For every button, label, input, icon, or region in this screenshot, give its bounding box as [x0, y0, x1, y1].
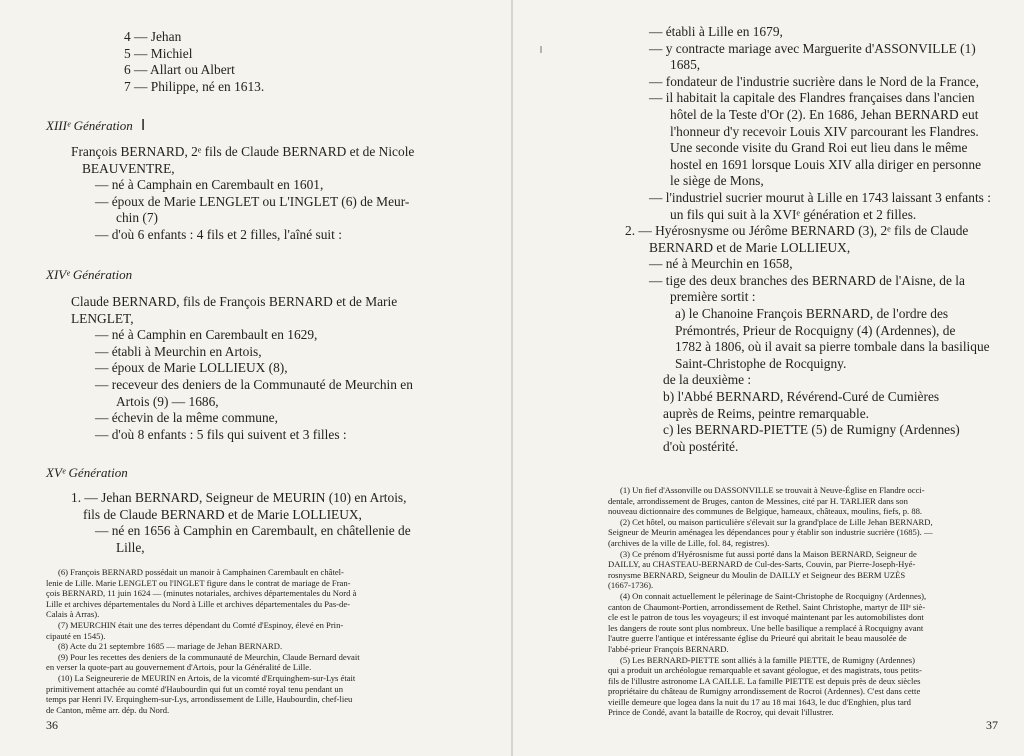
- entry-line: — receveur des deniers de la Communauté de Meurchin en: [95, 376, 413, 392]
- footnote-line: vieille demeure que logea dans la nuit du 17 au 18 mai 1643, le duc d'Enghien, plus tard: [608, 696, 911, 707]
- children-list: [124, 29, 264, 95]
- list-item: 5 — Michiel: [124, 45, 193, 61]
- page-number: 36: [46, 718, 58, 732]
- print-fleck: [540, 46, 542, 53]
- footnote-line: (3) Ce prénom d'Hyérosnisme fut aussi porté dans la Maison BERNARD, Seigneur de: [620, 548, 917, 559]
- entry-line: — établi à Lille en 1679,: [649, 24, 783, 39]
- footnote-line: temps par Henri IV. Erquinghem-sur-Lys, arrondissement de Lille, Haubourdin, chef-lieu: [46, 694, 353, 705]
- generation-heading-15: [46, 465, 128, 482]
- list-item: 7 — Philippe, né en 1613.: [124, 78, 265, 94]
- footnote-line: (10) La Seigneurerie de MEURIN en Artois, de la vicomté d'Erquinghem-sur-Lys était: [58, 672, 356, 683]
- list-item: 6 — Allart ou Albert: [124, 62, 235, 78]
- footnote-line: Lille et archives départementales du Nord à Lille et archives départementales du Pas-de-: [46, 598, 350, 609]
- entry-line: le siège de Mons,: [670, 173, 764, 189]
- footnote-line: (8) Acte du 21 septembre 1685 — mariage de Jehan BERNARD.: [58, 641, 283, 652]
- footnote-line: lenie de Lille. Marie LENGLET ou l'INGLET figure dans le contrat de mariage de Fran-: [46, 577, 351, 588]
- entry-line: 1. — Jehan BERNARD, Seigneur de MEURIN (10) en Artois,: [71, 490, 407, 505]
- generation-heading-14: [46, 267, 132, 284]
- jehan-bernard-entry: [71, 490, 411, 556]
- left-footnotes: [46, 567, 360, 715]
- footnote-line: Prince de Condé, avant la bataille de Rocroy, qui devait l'illustrer.: [608, 707, 834, 718]
- entry-line: — né à Camphin en Carembault en 1629,: [95, 327, 318, 343]
- entry-line: François BERNARD, 2ᵉ fils de Claude BERNARD et de Nicole: [71, 144, 415, 159]
- entry-line: Une seconde visite du Grand Roi eut lieu dans le même: [670, 140, 968, 156]
- entry-line: — né à Camphain en Carembault en 1601,: [95, 177, 324, 193]
- footnote-line: (1667-1736).: [608, 580, 654, 591]
- entry-line: — époux de Marie LOLLIEUX (8),: [95, 360, 288, 376]
- footnote-line: Calais à Arras).: [46, 609, 100, 620]
- entry-line: d'où postérité.: [663, 438, 739, 454]
- entry-line: — y contracte mariage avec Marguerite d'ASSONVILLE (1): [649, 40, 976, 56]
- footnote-line: cipauté en 1545).: [46, 630, 106, 641]
- entry-line: Saint-Christophe de Rocquigny.: [675, 355, 847, 371]
- footnote-line: cle est le patron de tous les voyageurs; il est invoqué maintenant par les automobilistes dont: [608, 612, 924, 623]
- footnote-line: DAILLY, au CHASTEAU-BERNARD de Cul-des-Sarts, Couvin, par Pierre-Joseph-Hyé-: [608, 559, 916, 570]
- entry-line: — fondateur de l'industrie sucrière dans le Nord de la France,: [649, 73, 979, 89]
- entry-line: auprès de Reims, peintre remarquable.: [663, 405, 869, 421]
- entry-line: fils de Claude BERNARD et de Marie LOLLIEUX,: [83, 506, 362, 522]
- list-item: 4 — Jehan: [124, 29, 182, 44]
- footnote-line: l'autre guerre l'antique et intéressante église du Prieuré qui abritait le beau mausolée de: [608, 633, 907, 644]
- footnote-line: Seigneur de Meurin aménagea les dépendances pour y établir son industrie sucrière (1685). —: [608, 527, 933, 538]
- entry-line: Lille,: [116, 539, 145, 555]
- footnote-line: (6) François BERNARD possédait un manoir à Camphainen Carembault en châtel-: [58, 567, 344, 577]
- right-footnotes: [608, 485, 933, 718]
- entry-line: — d'où 6 enfants : 4 fils et 2 filles, l'aîné suit :: [95, 226, 342, 242]
- footnote-line: fils de l'illustre astronome LA CAILLE. La famille PIETTE est depuis près de deux siècles: [608, 675, 921, 686]
- footnote-line: (5) Les BERNARD-PIETTE sont alliés à la famille PIETTE, de Rumigny (Ardennes): [620, 654, 915, 665]
- entry-line: b) l'Abbé BERNARD, Révérend-Curé de Cumières: [663, 388, 940, 404]
- entry-line: 1782 à 1806, où il avait sa pierre tombale dans la basilique: [675, 339, 990, 355]
- hyerosnysme-bernard-entry: [625, 223, 990, 455]
- entry-line: 1685,: [670, 57, 701, 73]
- generation-title: XVᵉ Génération: [46, 465, 128, 480]
- entry-line: — il habitait la capitale des Flandres françaises dans l'ancien: [649, 90, 975, 106]
- footnote-line: propriétaire du château de Rumigny arrondissement de Rocroi (Ardennes). C'est dans cette: [608, 686, 921, 697]
- entry-line: 2. — Hyérosnysme ou Jérôme BERNARD (3), 2ᵉ fils de Claude: [625, 223, 969, 238]
- entry-line: BEAUVENTRE,: [82, 160, 175, 176]
- entry-line: LENGLET,: [71, 310, 134, 326]
- generation-heading-13: [46, 117, 145, 135]
- entry-line: — né à Meurchin en 1658,: [649, 256, 793, 272]
- footnote-line: qui a produit un archéologue remarquable et savant géologue, et des magistrats, tous petits-: [608, 665, 922, 676]
- entry-line: l'honneur d'y recevoir Louis XIV parcourant les Flandres.: [670, 123, 979, 139]
- left-page: [0, 0, 511, 756]
- entry-line: — d'où 8 enfants : 5 fils qui suivent et 3 filles :: [95, 426, 347, 442]
- jehan-bernard-continued: [649, 24, 991, 223]
- footnote-line: (4) On connait actuellement le pélerinage de Saint-Christophe de Rocquigny (Ardennes),: [620, 590, 927, 601]
- footnote-line: les dangers de route sont plus nombreux. Une belle basilique a remplacé à Rocquigny avant: [608, 622, 924, 633]
- footnote-line: (9) Pour les recettes des deniers de la communauté de Meurchin, Claude Bernard devait: [58, 651, 360, 662]
- entry-line: Artois (9) — 1686,: [116, 393, 219, 409]
- entry-line: première sortit :: [670, 289, 756, 305]
- entry-line: BERNARD et de Marie LOLLIEUX,: [649, 239, 851, 255]
- entry-line: un fils qui suit à la XVIᵉ génération et 2 filles.: [670, 206, 917, 222]
- footnote-line: (1) Un fief d'Assonville ou DASSONVILLE se trouvait à Neuve-Église en Flandre occi-: [620, 485, 925, 495]
- footnote-line: (7) MEURCHIN était une des terres dépendant du Comté d'Espinoy, élevé en Prin-: [58, 619, 344, 630]
- entry-line: — né en 1656 à Camphin en Carembault, en châtellenie de: [95, 523, 411, 539]
- page-number: 37: [986, 718, 998, 732]
- handwritten-mark: I: [140, 116, 146, 134]
- entry-line: hostel en 1691 lorsque Louis XIV alla diriger en personne: [670, 156, 982, 172]
- footnote-line: (2) Cet hôtel, ou maison particulière s'élevait sur la grand'place de Lille Jehan BERNARD,: [620, 516, 933, 527]
- footnote-line: (archives de la ville de Lille, fol. 84, registres).: [608, 537, 770, 548]
- footnote-line: rosnysme BERNARD, Seigneur du Moulin de DAILLY et Seigneur des BERM UZÈS: [608, 569, 906, 580]
- entry-line: chin (7): [116, 210, 159, 226]
- entry-line: — échevin de la même commune,: [95, 410, 278, 426]
- entry-line: Prémontrés, Prieur de Rocquigny (4) (Ardennes), de: [675, 322, 956, 338]
- generation-title: XIIIᵉ Génération: [46, 118, 133, 133]
- entry-line: — époux de Marie LENGLET ou L'INGLET (6) de Meur-: [95, 193, 410, 209]
- entry-line: c) les BERNARD-PIETTE (5) de Rumigny (Ardennes): [663, 422, 960, 438]
- entry-line: hôtel de la Teste d'Or (2). En 1686, Jehan BERNARD eut: [670, 106, 979, 122]
- francois-bernard-entry: [71, 144, 414, 244]
- entry-line: Claude BERNARD, fils de François BERNARD et de Marie: [71, 294, 398, 309]
- right-page: [513, 0, 1024, 756]
- footnote-line: en verser la quote-part au gouvernement d'Artois, pour la Généralité de Lille.: [46, 662, 312, 673]
- entry-line: a) le Chanoine François BERNARD, de l'ordre des: [675, 305, 949, 321]
- footnote-line: dentale, arrondissement de Bruges, canton de Messines, cité par H. TARLIER dans son: [608, 495, 908, 506]
- claude-bernard-entry: [71, 294, 413, 443]
- footnote-line: çois BERNARD, 11 juin 1624 — (minutes notariales, archives départementales du Nord à: [46, 588, 357, 599]
- entry-line: — établi à Meurchin en Artois,: [95, 343, 262, 359]
- footnote-line: nouveau dictionnaire des communes de Belgique, hameaux, châteaux, moulins, fiefs, p. 88.: [608, 506, 923, 517]
- generation-title: XIVᵉ Génération: [46, 267, 133, 282]
- footnote-line: de Canton, même arr. dép. du Nord.: [46, 704, 170, 715]
- footnote-line: canton de Chaumont-Portien, arrondissement de Rethel. Saint Christophe, martyr de IIIᵉ siè-: [608, 601, 926, 612]
- entry-line: — tige des deux branches des BERNARD de l'Aisne, de la: [649, 272, 965, 288]
- footnote-line: l'abbé-prieur François BERNARD.: [608, 643, 729, 654]
- entry-line: — l'industriel sucrier mourut à Lille en 1743 laissant 3 enfants :: [649, 189, 991, 205]
- entry-line: de la deuxième :: [663, 372, 752, 388]
- footnote-line: primitivement attachée au comté d'Haubourdin qui fut un comté royal tenu pendant un: [46, 683, 343, 694]
